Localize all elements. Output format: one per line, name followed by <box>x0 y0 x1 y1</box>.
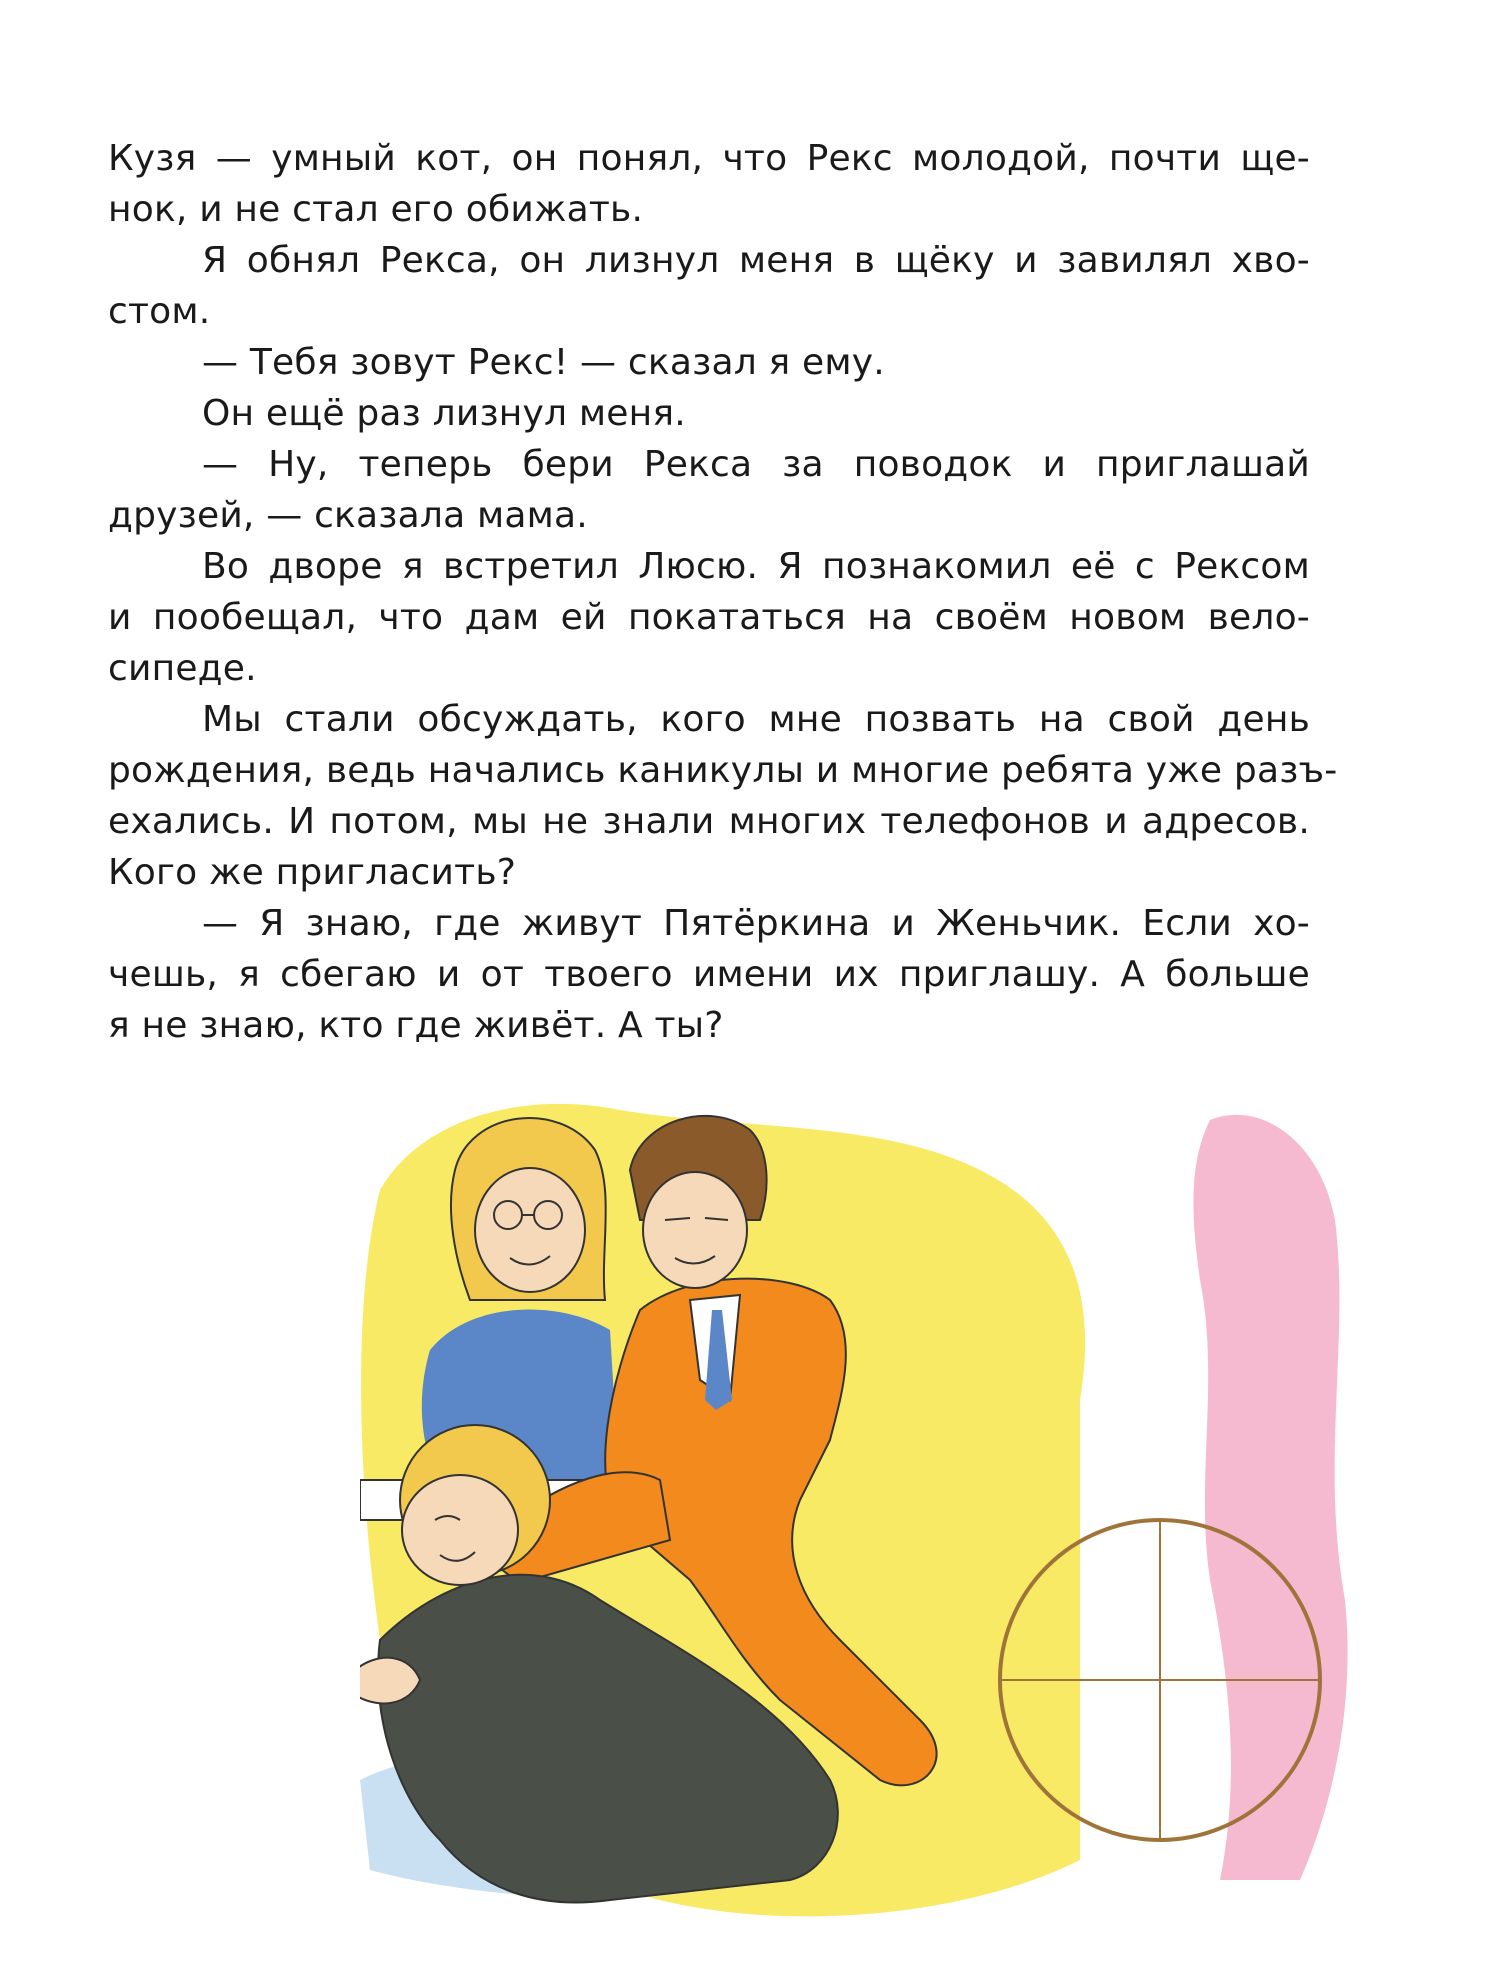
story-text <box>108 133 1338 1051</box>
text-line: сипеде. <box>108 648 257 689</box>
family-illustration <box>360 1080 1350 1940</box>
text-line: нок, и не стал его обижать. <box>108 189 644 230</box>
text-line: ехались. И потом, мы не знали многих телефонов и адресов. <box>108 801 1310 842</box>
text-line: Кузя — умный кот, он понял, что Рекс молодой, почти ще- <box>108 138 1310 179</box>
text-line: — Тебя зовут Рекс! — сказал я ему. <box>202 342 885 383</box>
text-line: Я обнял Рекса, он лизнул меня в щёку и завилял хво- <box>202 240 1310 281</box>
text-line: Кого же пригласить? <box>108 852 517 893</box>
boy-face <box>402 1475 518 1585</box>
text-line: я не знаю, кто где живёт. А ты? <box>108 1005 724 1046</box>
text-line: рождения, ведь начались каникулы и многие ребята уже разъ- <box>108 750 1338 791</box>
text-line: — Я знаю, где живут Пятёркина и Женьчик. Если хо- <box>202 903 1310 944</box>
man-face <box>643 1172 747 1288</box>
text-line: Он ещё раз лизнул меня. <box>202 393 686 434</box>
text-line: Во дворе я встретил Люсю. Я познакомил её с Рексом <box>202 546 1310 587</box>
text-line: и пообещал, что дам ей покататься на своём новом вело- <box>108 597 1310 638</box>
text-line: друзей, — сказала мама. <box>108 495 588 536</box>
text-line: стом. <box>108 291 211 332</box>
woman-face <box>475 1168 585 1292</box>
pink-curtain <box>1193 1115 1347 1880</box>
text-line: Мы стали обсуждать, кого мне позвать на свой день <box>202 699 1310 740</box>
text-line: чешь, я сбегаю и от твоего имени их приглашу. А больше <box>108 954 1310 995</box>
text-line: — Ну, теперь бери Рекса за поводок и приглашай <box>202 444 1310 485</box>
